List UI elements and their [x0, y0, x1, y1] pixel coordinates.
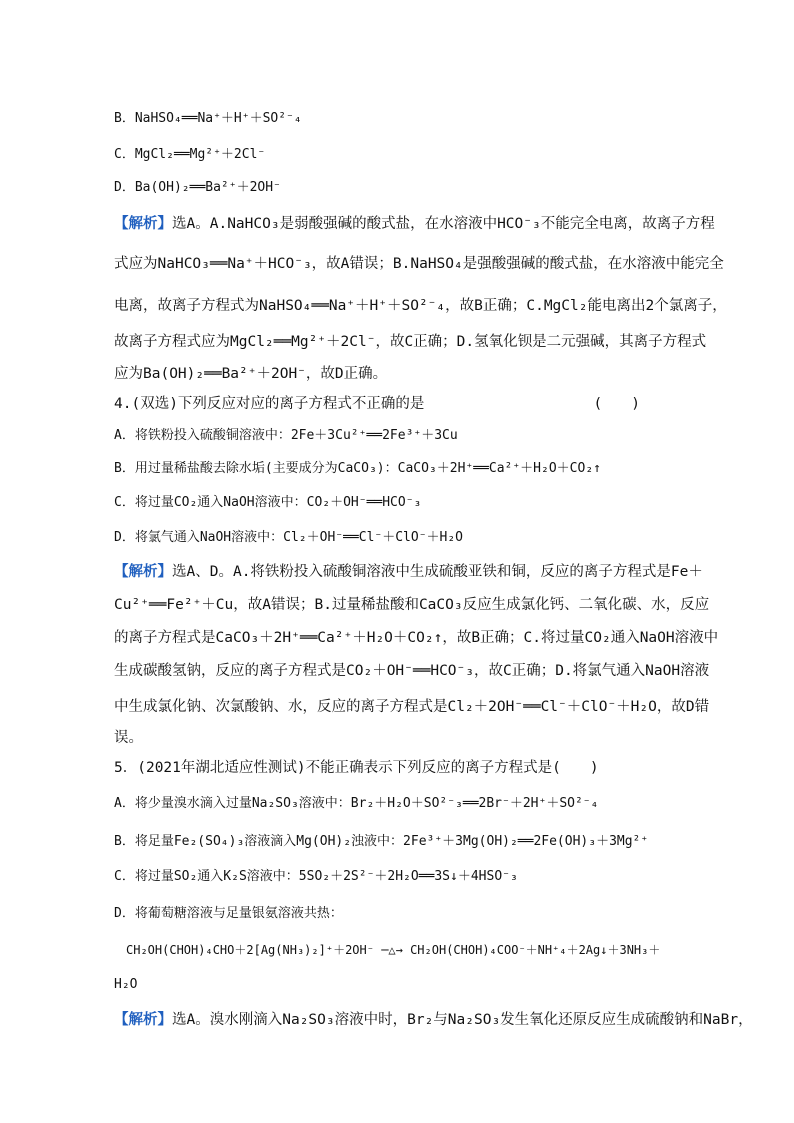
q4-option-c: [114, 494, 421, 512]
analysis-tag: 【解析】: [114, 1012, 172, 1028]
analysis-2-line-1: [114, 563, 703, 581]
option-d: [114, 179, 281, 197]
q4-option-d: [114, 529, 463, 547]
analysis-text: 式应为NaHCO₃══Na⁺＋HCO⁻₃，故A错误；B.NaHSO₄是强酸强碱的酸式盐，在水溶液中能完全: [114, 256, 724, 272]
analysis-text: 中生成氯化钠、次氯酸钠、水，反应的离子方程式是Cl₂＋2OH⁻══Cl⁻＋ClO⁻＋H₂O，故D错: [114, 699, 710, 715]
analysis-text: 误。: [114, 730, 143, 746]
analysis-1-line-3: [114, 297, 727, 315]
analysis-1-line-2: [114, 255, 724, 273]
q5-equation-text: CH₂OH(CHOH)₄CHO＋2[Ag(NH₃)₂]⁺＋2OH⁻ ─△→ CH₂OH(CHOH)₄COO⁻＋NH⁺₄＋2Ag↓＋3NH₃＋: [126, 943, 661, 957]
option-b-text: B．NaHSO₄══Na⁺＋H⁺＋SO²⁻₄: [114, 111, 302, 126]
analysis-tag: 【解析】: [114, 216, 172, 232]
analysis-text: 生成碳酸氢钠，反应的离子方程式是CO₂＋OH⁻══HCO⁻₃，故C正确；D.将氯气通入NaOH溶液: [114, 663, 710, 679]
analysis-text: 选A。溴水刚滴入Na₂SO₃溶液中时，Br₂与Na₂SO₃发生氧化还原反应生成硫酸钠和NaBr，: [172, 1012, 753, 1028]
option-b: [114, 110, 302, 128]
q5-equation-cont: [114, 976, 137, 994]
q5-option-c-text: C．将过量SO₂通入K₂S溶液中：5SO₂＋2S²⁻＋2H₂O══3S↓＋4HSO⁻₃: [114, 869, 518, 884]
analysis-1-line-5: [114, 365, 387, 383]
q5-equation: [126, 941, 660, 959]
analysis-2-line-5: [114, 698, 709, 716]
q5-equation-cont-text: H₂O: [114, 977, 138, 992]
q4-option-b-text: B．用过量稀盐酸去除水垢(主要成分为CaCO₃)：CaCO₃＋2H⁺══Ca²⁺＋H₂O＋CO₂↑: [114, 461, 601, 476]
analysis-2-line-2: [114, 596, 709, 614]
q5-option-a: [114, 795, 598, 813]
option-c: [114, 146, 265, 164]
q4-option-c-text: C．将过量CO₂通入NaOH溶液中：CO₂＋OH⁻══HCO⁻₃: [114, 495, 422, 510]
analysis-1-line-4: [114, 333, 706, 351]
q5-option-d-text: D．将葡萄糖溶液与足量银氨溶液共热：: [114, 906, 343, 921]
question-4-text: 4.(双选)下列反应对应的离子方程式不正确的是: [114, 396, 425, 412]
analysis-text: 选A、D。A.将铁粉投入硫酸铜溶液中生成硫酸亚铁和铜，反应的离子方程式是Fe＋: [172, 564, 703, 580]
analysis-1-line-1: [114, 215, 715, 233]
analysis-text: 电离，故离子方程式为NaHSO₄══Na⁺＋H⁺＋SO²⁻₄，故B正确；C.MgCl₂能电离出2个氯离子，: [114, 298, 727, 314]
q5-option-b: [114, 833, 648, 851]
q5-option-c: [114, 868, 518, 886]
option-d-text: D．Ba(OH)₂══Ba²⁺＋2OH⁻: [114, 180, 281, 195]
analysis-text: 故离子方程式应为MgCl₂══Mg²⁺＋2Cl⁻，故C正确；D.氢氧化钡是二元强碱，其离子方程式: [114, 334, 707, 350]
analysis-2-line-3: [114, 629, 718, 647]
analysis-tag: 【解析】: [114, 564, 172, 580]
answer-blank: ( ): [593, 396, 640, 412]
analysis-text: 选A。A.NaHCO₃是弱酸强碱的酸式盐，在水溶液中HCO⁻₃不能完全电离，故离子方程: [172, 216, 715, 232]
q5-option-b-text: B．将足量Fe₂(SO₄)₃溶液滴入Mg(OH)₂浊液中：2Fe³⁺＋3Mg(OH)₂══2Fe(OH)₃＋3Mg²⁺: [114, 834, 649, 849]
q4-option-a-text: A．将铁粉投入硫酸铜溶液中：2Fe＋3Cu²⁺══2Fe³⁺＋3Cu: [114, 428, 458, 443]
analysis-3-line-1: [114, 1011, 753, 1029]
analysis-text: 的离子方程式是CaCO₃＋2H⁺══Ca²⁺＋H₂O＋CO₂↑，故B正确；C.将过量CO₂通入NaOH溶液中: [114, 630, 719, 646]
analysis-2-line-6: [114, 729, 143, 747]
question-5: [114, 759, 599, 777]
analysis-2-line-4: [114, 662, 709, 680]
q4-option-a: [114, 427, 458, 445]
question-4: [114, 395, 720, 413]
analysis-text: Cu²⁺══Fe²⁺＋Cu，故A错误；B.过量稀盐酸和CaCO₃反应生成氯化钙、二氧化碳、水，反应: [114, 597, 710, 613]
analysis-text: 应为Ba(OH)₂══Ba²⁺＋2OH⁻，故D正确。: [114, 366, 388, 382]
q4-option-d-text: D．将氯气通入NaOH溶液中：Cl₂＋OH⁻══Cl⁻＋ClO⁻＋H₂O: [114, 530, 464, 545]
q5-option-d: [114, 905, 343, 923]
option-c-text: C．MgCl₂══Mg²⁺＋2Cl⁻: [114, 147, 266, 162]
question-5-text: 5．(2021年湖北适应性测试)不能正确表示下列反应的离子方程式是( ): [114, 760, 599, 776]
q4-option-b: [114, 460, 601, 478]
q5-option-a-text: A．将少量溴水滴入过量Na₂SO₃溶液中：Br₂＋H₂O＋SO²⁻₃══2Br⁻＋2H⁺＋SO²⁻₄: [114, 796, 599, 811]
